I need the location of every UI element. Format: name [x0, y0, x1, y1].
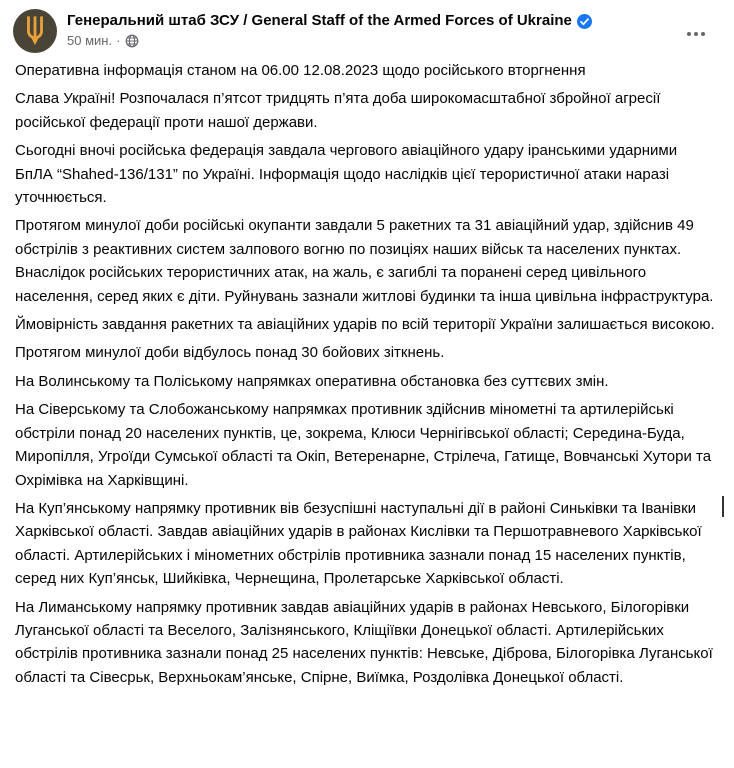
page-name-link[interactable]: Генеральний штаб ЗСУ / General Staff of the Armed Forces of Ukraine — [67, 12, 572, 29]
post-paragraph: На Сіверському та Слобожанському напрямках противник здійснив мінометні та артилерійські обстріли понад 20 населених пунктів, це, зокрема, Клюси Чернігівської області; Середина-Буда, Миропілля, Угроїди Сумської області та Окіп, Ветеренарне, Стрілеча, Гатище, Вовчанські Хутори та Охрімівка на Харківщині. — [15, 401, 712, 489]
post-paragraph: На Лиманському напрямку противник завдав авіаційних ударів в районах Невського, Білогорівки Луганської області та Веселого, Залізнянського, Кліщіївки Донецької області. Артилерійських обстрілів противника зазнали понад 25 населених пунктів: Невське, Діброва, Білогорівка Луганської області та Сівесрьк, Верхньокам’янське, Спірне, Виїмка, Роздолівка Донецької області. — [15, 598, 713, 686]
post-paragraph: Протягом минулої доби російські окупанти завдали 5 ракетних та 31 авіаційний удар, здійснив 49 обстрілів з реактивних систем залпового вогню по позиціях наших військ та населених пунктах. Внаслідок російських терористичних атак, на жаль, є загиблі та поранені серед цивільного населення, серед яких є діти. Руйнувань зазнали житлові будинки та інша цивільна інфраструктура. — [15, 217, 714, 305]
post-paragraph: На Волинському та Поліському напрямках оперативна обстановка без суттєвих змін. — [15, 372, 609, 390]
post-paragraph: Протягом минулої доби відбулось понад 30 бойових зіткнень. — [15, 344, 445, 362]
header-text — [67, 9, 592, 49]
timestamp-link[interactable]: 50 мин. — [67, 33, 113, 48]
page-name-row — [67, 12, 592, 30]
trident-icon — [24, 16, 46, 46]
privacy-globe-icon — [125, 34, 139, 48]
meta-separator: · — [116, 33, 121, 48]
post-paragraph: На Куп’янському напрямку противник вів безуспішні наступальні дії в районі Синьківки та Іванівки Харківської області. Завдав авіаційних ударів в районах Кислівки та Першотравневого Харківської області. Артилерійських і мінометних обстрілів противника зазнали понад 15 населених пунктів, серед них Куп’янськ, Шийківка, Чернещина, Пролетарське Харківської області. — [15, 499, 702, 588]
post-paragraph: Оперативна інформація станом на 06.00 12.08.2023 щодо російського вторгнення — [15, 62, 586, 79]
post-header — [0, 0, 734, 55]
avatar[interactable] — [13, 9, 57, 53]
more-options-icon — [694, 32, 698, 36]
post-paragraph: Ймовірність завдання ракетних та авіаційних ударів по всій території України залишається високою. — [15, 316, 715, 334]
more-options-button[interactable] — [680, 18, 712, 50]
post-meta — [67, 33, 592, 49]
post-paragraph: Слава Україні! Розпочалася п’ятсот тридцять п’ята доба широкомасштабної збройної агресії російської федерації проти нашої держави. — [15, 90, 661, 131]
post-message — [0, 55, 734, 689]
verified-badge-icon — [577, 14, 592, 29]
post-paragraph: Сьогодні вночі російська федерація завдала чергового авіаційного удару іранськими ударними БпЛА “Shahed-136/131” по Україні. Інформація щодо наслідків цієї терористичної атаки наразі уточнюється. — [15, 142, 678, 207]
text-cursor — [722, 496, 724, 517]
